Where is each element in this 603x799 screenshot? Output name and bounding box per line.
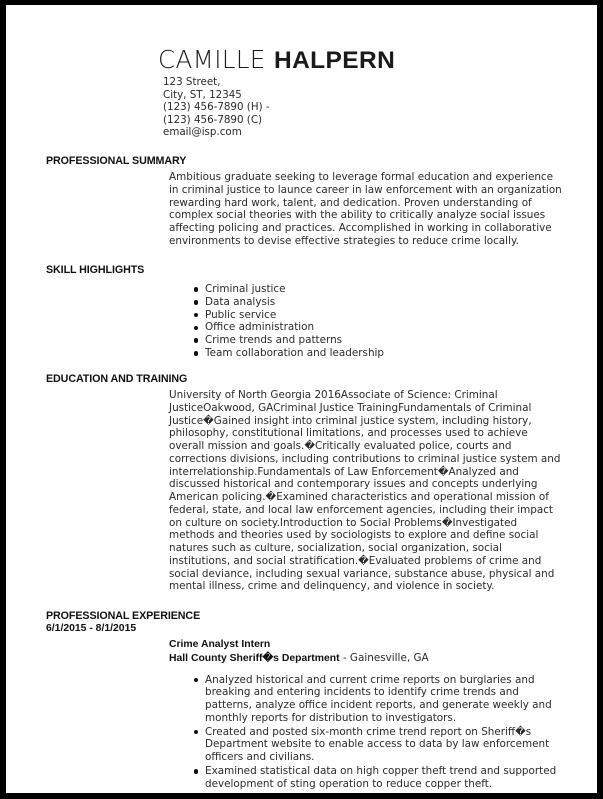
section-title-experience: PROFESSIONAL EXPERIENCE bbox=[46, 610, 201, 622]
experience-employer-line bbox=[169, 652, 562, 666]
contact-street: 123 Street, bbox=[163, 76, 221, 88]
first-name: CAMILLE bbox=[158, 45, 274, 74]
skill-list-item: Criminal justice bbox=[169, 283, 562, 296]
skill-list-item: Crime trends and patterns bbox=[169, 334, 562, 347]
skill-list-item: Office administration bbox=[169, 321, 562, 334]
experience-list-item: Created and posted six-month crime trend report on Sheriff�s Department website to enable access to data by law enforcement officers and civilians. bbox=[169, 726, 562, 764]
page-title bbox=[158, 45, 395, 75]
experience-job-title: Crime Analyst Intern bbox=[169, 639, 271, 650]
skill-list-item: Team collaboration and leadership bbox=[169, 347, 562, 360]
last-name: HALPERN bbox=[274, 47, 396, 74]
contact-email: email@isp.com bbox=[163, 126, 242, 139]
summary-text: Ambitious graduate seeking to leverage formal education and experience in criminal justice to launce career in law enforcement with an organization rewarding hard work, talent, and dedication. Proven understanding of complex social theories with the ability to critically analyze social issues affecting policing and practices. Accomplished in working in collaborative environments to devise effective strategies to reduce crime locally. bbox=[169, 171, 562, 247]
experience-entry bbox=[169, 639, 562, 791]
experience-employer: Hall County Sheriff�s Department bbox=[169, 652, 340, 664]
contact-phone-home: (123) 456-7890 (H) - bbox=[163, 101, 270, 114]
contact-phone-cell: (123) 456-7890 (C) bbox=[163, 113, 263, 126]
experience-bullet-list bbox=[169, 674, 562, 791]
experience-date-range: 6/1/2015 - 8/1/2015 bbox=[46, 623, 137, 634]
section-title-summary: PROFESSIONAL SUMMARY bbox=[46, 155, 187, 167]
resume-sheet bbox=[6, 5, 597, 793]
experience-location: - Gainesville, GA bbox=[339, 651, 429, 664]
experience-list-item: Analyzed historical and current crime reports on burglaries and breaking and entering incidents to identify crime trends and patterns, analyze office incident reports, and generate weekly and monthly reports for distribution to investigators. bbox=[169, 674, 562, 725]
skills-list-wrap bbox=[169, 283, 562, 360]
skill-list-item: Public service bbox=[169, 309, 562, 322]
experience-list-item: Examined statistical data on high copper theft trend and supported development of sting operation to reduce copper theft. bbox=[169, 765, 562, 791]
contact-city-state-zip: City, ST, 12345 bbox=[163, 88, 242, 101]
contact-block bbox=[163, 76, 270, 139]
section-title-skills: SKILL HIGHLIGHTS bbox=[46, 264, 145, 276]
education-text: University of North Georgia 2016Associate of Science: Criminal JusticeOakwood, GACriminal Justice TrainingFundamentals of Criminal Justice�Gained insight into criminal justice system, including history, philosophy, constitutional limitations, and processes used to achieve overall mission and goals.�Critically evaluated police, courts and corrections divisions, including contributions to criminal justice system and interrelationship.Fundamentals of Law Enforcement�Analyzed and discussed historical and contemporary issues and concepts underlying American policing.�Examined characteristics and operational mission of federal, state, and local law enforcement agencies, including their impact on culture on society.Introduction to Social Problems�Investigated methods and theories used by sociologists to explore and define social natures such as culture, socialization, social organization, social institutions, and social stratification.�Evaluated problems of crime and social deviance, including sexual variance, substance abuse, physical and mental illness, crime and delinquency, and violence in society. bbox=[169, 389, 561, 593]
skill-list-item: Data analysis bbox=[169, 296, 562, 309]
skills-list bbox=[169, 283, 562, 360]
section-title-education: EDUCATION AND TRAINING bbox=[46, 373, 188, 385]
